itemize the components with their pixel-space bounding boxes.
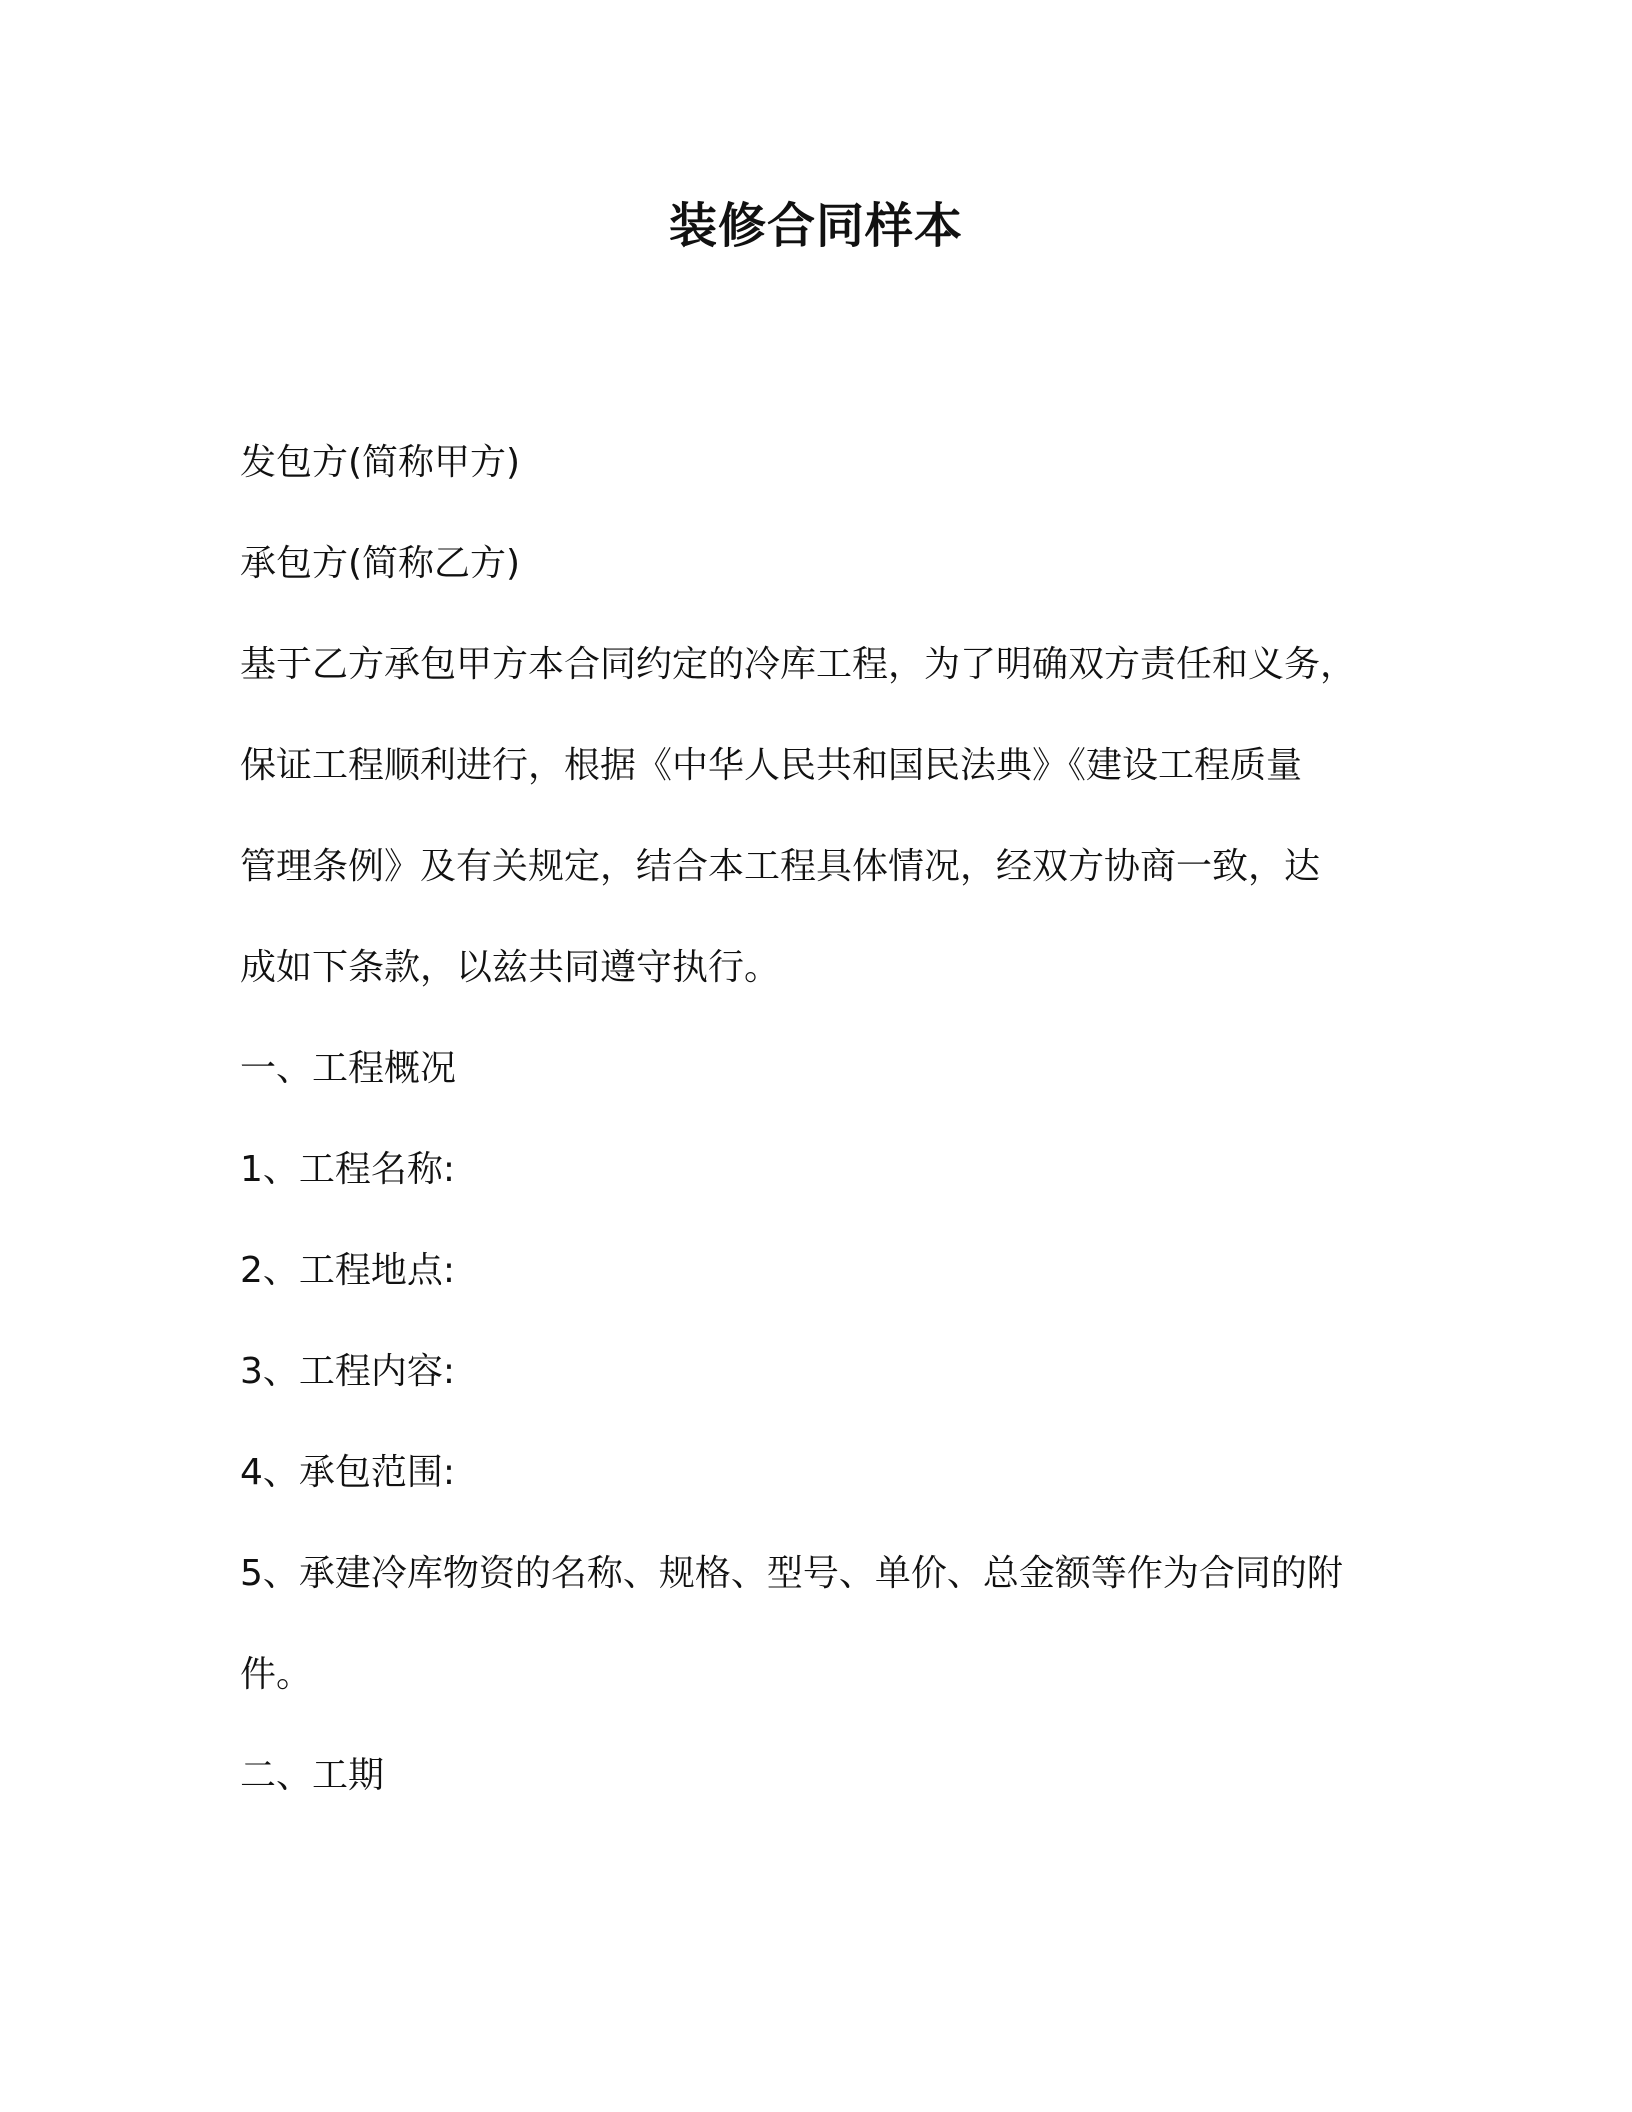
materials-line-2: 件。 [240, 1654, 313, 1695]
preamble-line-1: 基于乙方承包甲方本合同约定的冷库工程，为了明确双方责任和义务， [240, 644, 1357, 685]
preamble-line-3: 管理条例》及有关规定，结合本工程具体情况，经双方协商一致，达 [240, 846, 1321, 887]
preamble-line-4: 成如下条款，以兹共同遵守执行。 [240, 947, 781, 988]
preamble-line-2: 保证工程顺利进行，根据《中华人民共和国民法典》《建设工程质量 [240, 745, 1303, 786]
document-body [240, 412, 1390, 1826]
section-heading-overview: 一、工程概况 [240, 1048, 457, 1089]
contract-scope-line: 4、承包范围: [240, 1452, 456, 1493]
document-title: 装修合同样本 [668, 198, 963, 254]
project-content-line: 3、工程内容: [240, 1351, 456, 1392]
project-location-line: 2、工程地点: [240, 1250, 456, 1291]
party-a-line: 发包方(简称甲方) [240, 442, 521, 483]
materials-line-1: 5、承建冷库物资的名称、规格、型号、单价、总金额等作为合同的附 [240, 1553, 1343, 1594]
section-heading-duration: 二、工期 [240, 1755, 385, 1796]
party-b-line: 承包方(简称乙方) [240, 543, 521, 584]
project-name-line: 1、工程名称: [240, 1149, 456, 1190]
